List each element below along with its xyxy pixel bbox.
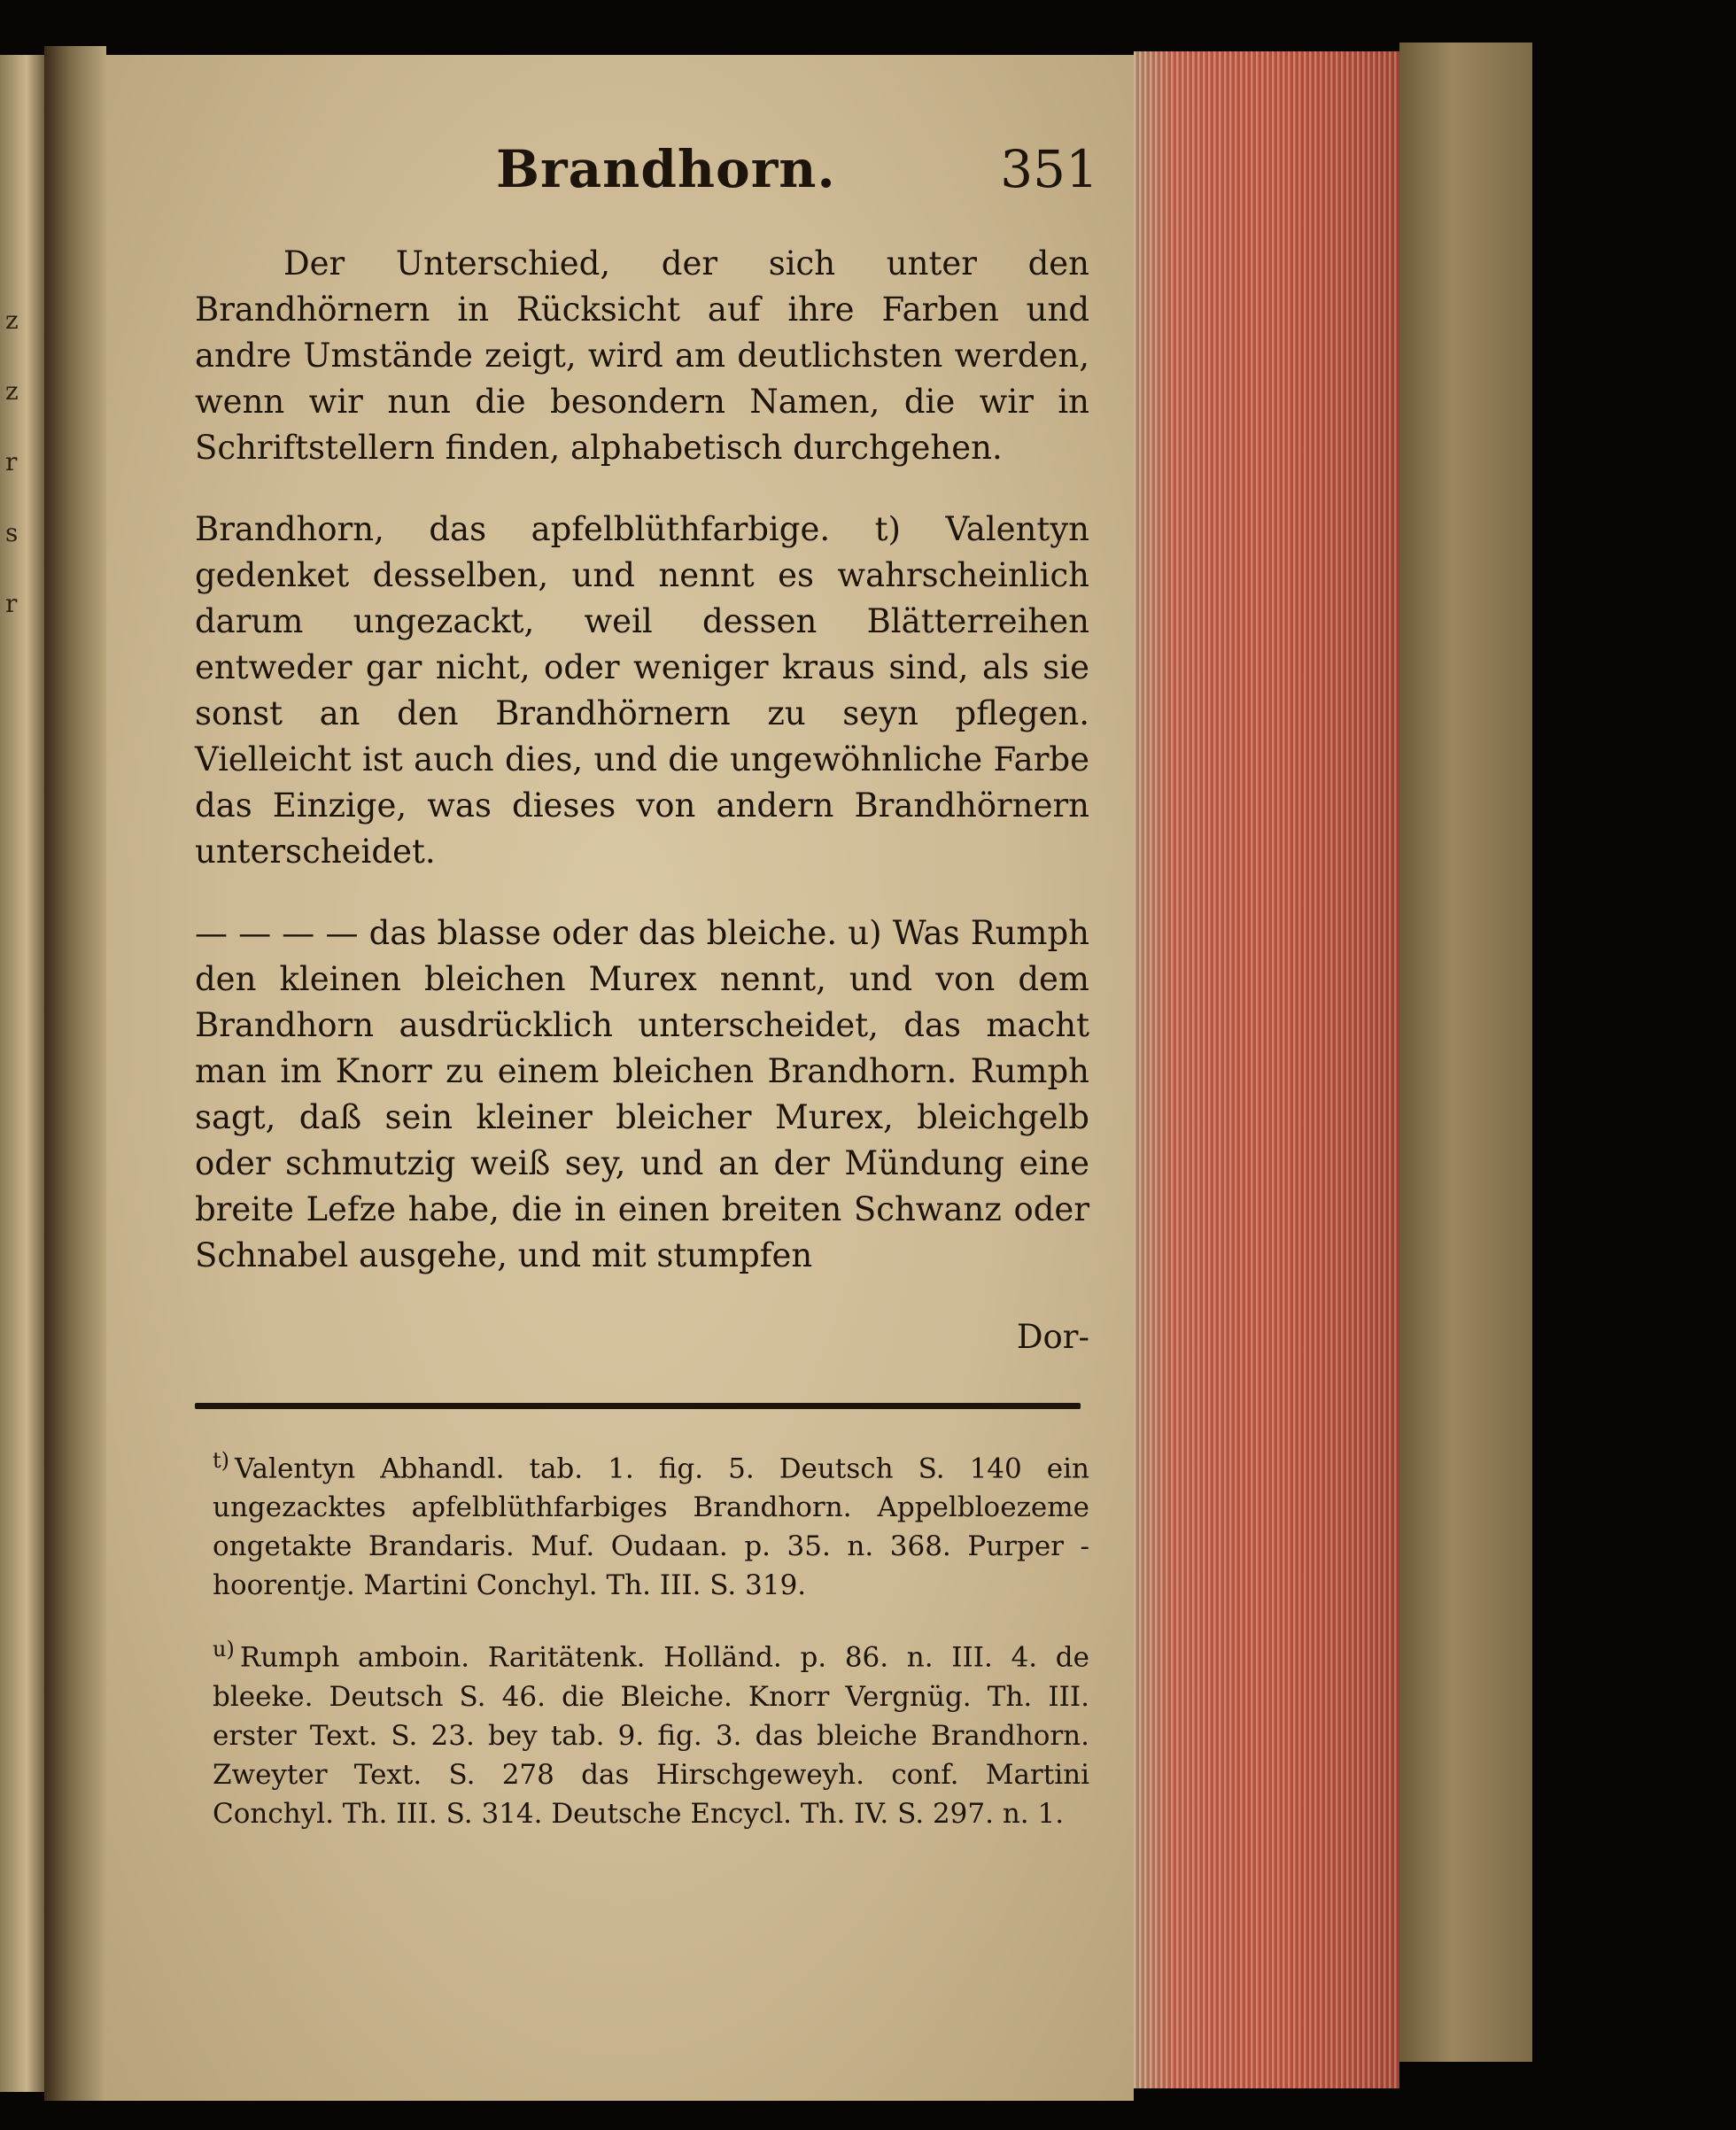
footnote-mark: u) bbox=[213, 1637, 235, 1662]
paragraph-apfelbluethfarbige: Brandhorn, das apfelblüthfarbige. t) Valentyn gedenket desselben, und nennt es wahrscheinlich darum ungezackt, weil dessen Blätterreihen entweder gar nicht, oder weniger kraus sind, als sie sonst an den Brandhörnern zu seyn pflegen. Vielleicht ist auch dies, und die ungewöhnliche Farbe das Einzige, was dieses von andern Brandhörnern unterscheidet. bbox=[195, 510, 1089, 871]
left-page-edge bbox=[0, 55, 44, 2092]
footnote-text: Valentyn Abhandl. tab. 1. fig. 5. Deutsch S. 140 ein ungezacktes apfelblüthfarbiges Brandhorn. Appelbloezeme ongetakte Brandaris. Muf. Oudaan. p. 35. n. 368. Purper - hoorentje. Martini Conchyl. Th. III. S. 319. bbox=[213, 1452, 1089, 1602]
left-page-marks bbox=[5, 285, 19, 639]
left-mark: z bbox=[5, 306, 19, 335]
left-mark: z bbox=[5, 376, 19, 406]
footnote-rule bbox=[195, 1403, 1081, 1409]
book-gutter bbox=[44, 46, 106, 2101]
footnote-mark: t) bbox=[213, 1448, 230, 1473]
book-cover bbox=[1399, 43, 1532, 2062]
page-fore-edge bbox=[1134, 51, 1399, 2088]
page-header bbox=[496, 139, 1098, 219]
running-head: Brandhorn. bbox=[496, 139, 836, 199]
left-mark: s bbox=[5, 518, 19, 547]
paragraph-blasse: — — — — das blasse oder das bleiche. u) Was Rumph den kleinen bleichen Murex nennt, und von dem Brandhorn ausdrücklich unterscheidet, das macht man im Knorr zu einem bleichen Brandhorn. Rumph sagt, daß sein kleiner bleicher Murex, bleichgelb oder schmutzig weiß sey, und an der Mündung eine breite Lefze habe, die in einen breiten Schwanz oder Schnabel ausgehe, und mit stumpfen bbox=[195, 914, 1089, 1274]
footnotes bbox=[213, 1441, 1089, 1858]
paragraph-intro: Der Unterschied, der sich unter den Brandhörnern in Rücksicht auf ihre Farben und andre Umstände zeigt, wird am deutlichsten werden, wenn wir nun die besondern Namen, die wir in Schriftstellern finden, alphabetisch durchgehen. bbox=[195, 244, 1089, 467]
left-mark: r bbox=[5, 447, 18, 476]
page-number: 351 bbox=[1000, 139, 1098, 199]
catchword: Dor- bbox=[1016, 1318, 1089, 1356]
book-page bbox=[106, 55, 1134, 2101]
footnote-u bbox=[213, 1630, 1089, 1832]
body-text bbox=[195, 241, 1089, 1396]
footnote-t bbox=[213, 1441, 1089, 1605]
left-mark: r bbox=[5, 589, 18, 618]
footnote-text: Rumph amboin. Raritätenk. Holländ. p. 86. n. III. 4. de bleeke. Deutsch S. 46. die Bleiche. Knorr Vergnüg. Th. III. erster Text. S. 23. bey tab. 9. fig. 3. das bleiche Brandhorn. Zweyter Text. S. 278 das Hirschgeweyh. conf. Martini Conchyl. Th. III. S. 314. Deutsche Encycl. Th. IV. S. 297. n. 1. bbox=[213, 1641, 1089, 1830]
